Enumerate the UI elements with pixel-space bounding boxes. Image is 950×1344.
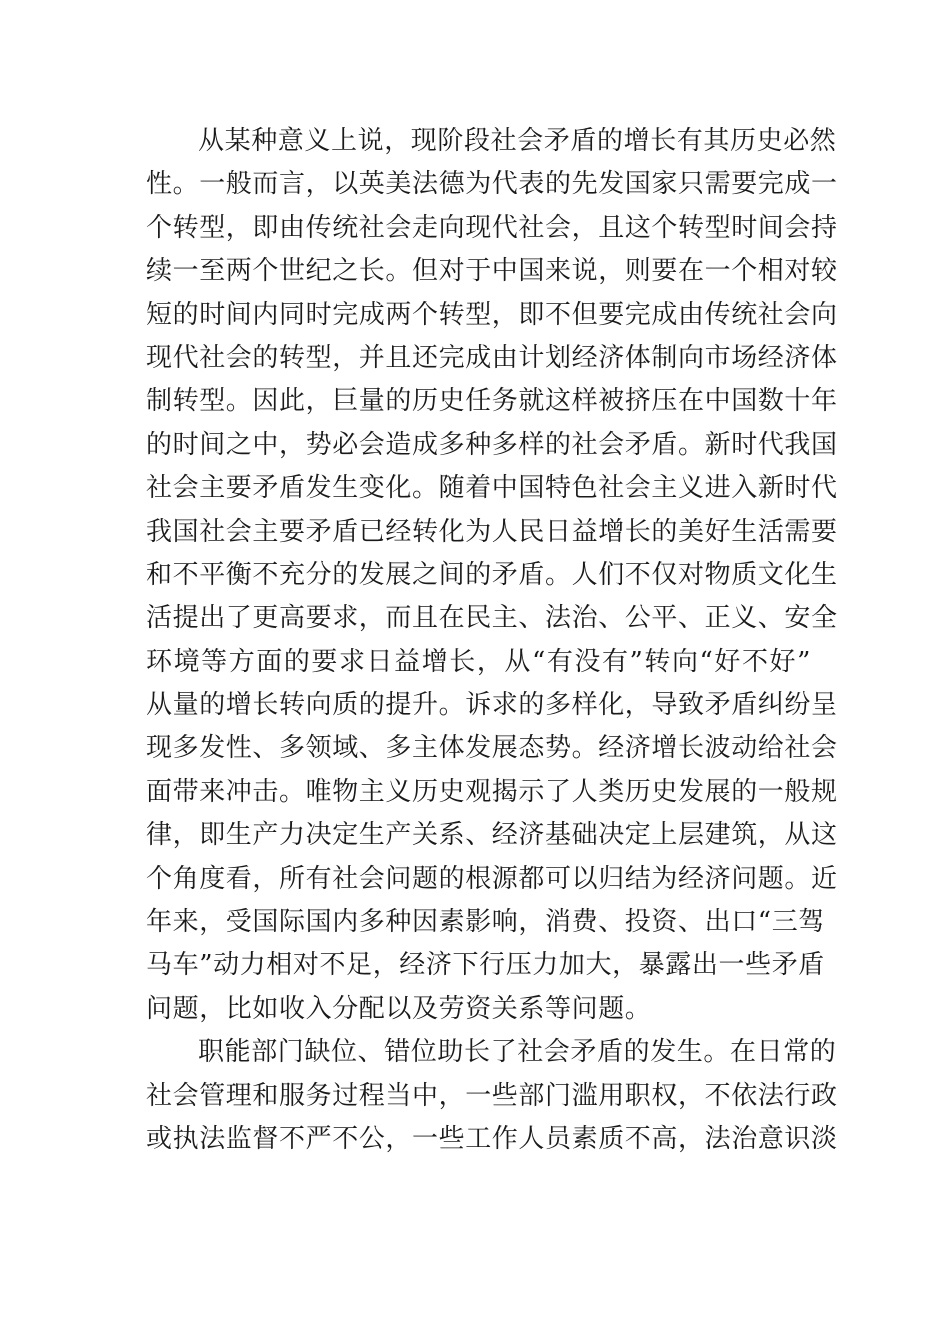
text-line: 活提出了更高要求，而且在民主、法治、公平、正义、安全 [146,603,838,634]
text-line: 职能部门缺位、错位助长了社会矛盾的发生。在日常的 [198,1037,837,1068]
text-line: 社会管理和服务过程当中，一些部门滥用职权，不依法行政 [146,1080,838,1111]
text-line: 续一至两个世纪之长。但对于中国来说，则要在一个相对较 [146,256,838,287]
text-line: 个转型，即由传统社会走向现代社会，且这个转型时间会持 [146,212,838,243]
text-line: 个角度看，所有社会问题的根源都可以归结为经济问题。近 [146,863,838,894]
text-line: 面带来冲击。唯物主义历史观揭示了人类历史发展的一般规 [146,776,838,807]
text-line: 现代社会的转型，并且还完成由计划经济体制向市场经济体 [146,342,838,373]
text-line: 性。一般而言，以英美法德为代表的先发国家只需要完成一 [146,169,838,200]
paragraph-1 [146,120,838,1031]
text-line: 环境等方面的要求日益增长，从“有没有”转向“好不好” [146,646,811,677]
text-line: 社会主要矛盾发生变化。随着中国特色社会主义进入新时代 [146,473,838,504]
text-line: 制转型。因此，巨量的历史任务就这样被挤压在中国数十年 [146,386,838,417]
text-line: 短的时间内同时完成两个转型，即不但要完成由传统社会向 [146,299,838,330]
text-line: 或执法监督不严不公，一些工作人员素质不高，法治意识淡 [146,1123,838,1154]
paragraph-2 [146,1031,838,1161]
text-line: 律，即生产力决定生产关系、经济基础决定上层建筑，从这 [146,820,838,851]
text-line: 现多发性、多领域、多主体发展态势。经济增长波动给社会 [146,733,838,764]
text-line: 从某种意义上说，现阶段社会矛盾的增长有其历史必然 [198,126,837,156]
text-line: 和不平衡不充分的发展之间的矛盾。人们不仅对物质文化生 [146,559,838,590]
text-line: 的时间之中，势必会造成多种多样的社会矛盾。新时代我国 [146,429,838,460]
document-body [146,120,838,1161]
text-line: 问题，比如收入分配以及劳资关系等问题。 [146,993,652,1024]
text-line: 我国社会主要矛盾已经转化为人民日益增长的美好生活需要 [146,516,838,547]
text-line: 从量的增长转向质的提升。诉求的多样化，导致矛盾纠纷呈 [146,690,838,721]
text-line: 马车”动力相对不足，经济下行压力加大，暴露出一些矛盾 [146,950,825,981]
text-line: 年来，受国际国内多种因素影响，消费、投资、出口“三驾 [146,907,825,938]
